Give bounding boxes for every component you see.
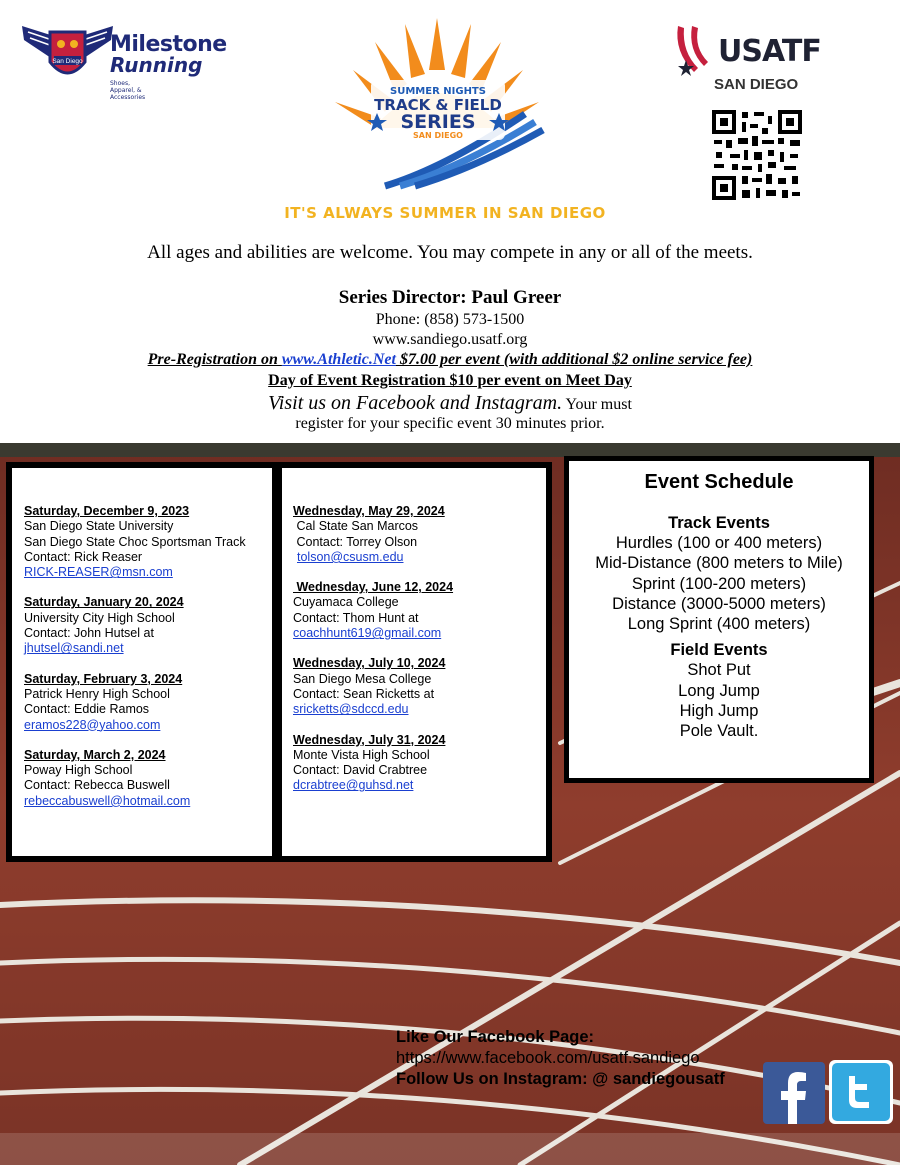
milestone-title: Milestone	[110, 32, 227, 57]
list-item	[24, 595, 246, 656]
list-item	[24, 504, 246, 580]
usatf-wing-icon	[672, 22, 722, 82]
tagline: IT'S ALWAYS SUMMER IN SAN DIEGO	[284, 204, 606, 222]
meet-date: Saturday, March 2, 2024	[24, 747, 166, 762]
schedule-title: Event Schedule	[644, 471, 794, 493]
meets-box-middle	[276, 462, 552, 862]
meet-venue-detail: San Diego State Choc Sportsman Track	[24, 534, 246, 549]
meet-contact: Contact: Thom Hunt at	[293, 610, 419, 625]
meet-contact: Contact: Torrey Olson	[293, 534, 418, 549]
contact-email-link[interactable]: coachhunt619@gmail.com	[293, 626, 442, 641]
series-director: Series Director: Paul Greer	[338, 287, 562, 308]
contact-email-link[interactable]: dcrabtree@guhsd.net	[293, 778, 414, 793]
contact-email-link[interactable]: jhutsel@sandi.net	[24, 641, 124, 656]
meet-date: Wednesday, July 10, 2024	[293, 656, 446, 671]
usatf-san-diego-logo	[672, 18, 844, 98]
qr-code-icon	[712, 110, 802, 200]
contact-email-link[interactable]: rebeccabuswell@hotmail.com	[24, 793, 191, 808]
list-item: Long Jump	[678, 681, 760, 700]
meet-contact: Contact: Eddie Ramos	[24, 702, 150, 717]
list-item: Distance (3000-5000 meters)	[612, 594, 826, 613]
meet-contact: Contact: Rebecca Buswell	[24, 778, 170, 793]
facebook-url[interactable]: https://www.facebook.com/usatf.sandiego	[396, 1049, 700, 1067]
meet-venue: Patrick Henry High School	[24, 686, 170, 701]
svg-text:SERIES: SERIES	[400, 111, 476, 133]
website-text: www.sandiego.usatf.org	[372, 331, 528, 348]
milestone-running-logo	[20, 18, 235, 101]
meet-venue: University City High School	[24, 610, 175, 625]
twitter-icon[interactable]	[829, 1060, 893, 1124]
svg-text:TRACK & FIELD: TRACK & FIELD	[374, 96, 502, 114]
meets-list-middle	[293, 504, 453, 809]
meet-contact: Contact: John Hutsel at	[24, 626, 154, 641]
list-item: Long Sprint (400 meters)	[627, 615, 811, 634]
meet-date: Wednesday, May 29, 2024	[293, 504, 445, 518]
list-item	[24, 672, 246, 733]
director-phone: Phone: (858) 573-1500	[375, 311, 525, 328]
list-item: Pole Vault.	[679, 722, 759, 741]
visit-social-text: Visit us on Facebook and Instagram. Your must	[268, 392, 632, 414]
summer-nights-series-logo	[325, 18, 550, 193]
svg-text:SAN DIEGO: SAN DIEGO	[413, 131, 463, 140]
list-item: Mid-Distance (800 meters to Mile)	[595, 554, 843, 573]
list-item	[293, 656, 453, 717]
event-schedule-box	[564, 456, 874, 783]
list-item	[293, 580, 453, 641]
meet-contact: Contact: Sean Ricketts at	[293, 686, 435, 701]
welcome-text: All ages and abilities are welcome. You may compete in any or all of the meets.	[147, 242, 753, 263]
meet-venue: Cal State San Marcos	[293, 519, 419, 534]
facebook-icon[interactable]	[763, 1062, 825, 1124]
list-item	[293, 504, 453, 565]
day-of-registration-text: Day of Event Registration $10 per event on Meet Day	[268, 372, 632, 389]
instagram-follow-text: Follow Us on Instagram: @ sandiegousatf	[396, 1070, 725, 1088]
meet-date: Saturday, February 3, 2024	[24, 671, 183, 686]
register-note: register for your specific event 30 minutes prior.	[295, 415, 605, 432]
meet-venue: Cuyamaca College	[293, 595, 399, 610]
list-item: Shot Put	[687, 661, 751, 680]
meets-list-left	[24, 504, 246, 824]
usatf-subtitle: SAN DIEGO	[714, 76, 799, 93]
contact-email-link[interactable]: tolson@csusm.edu	[297, 549, 404, 564]
winged-shield-icon	[20, 18, 115, 86]
athletic-net-link[interactable]: www.Athletic.Net	[281, 351, 396, 368]
svg-text:SUMMER NIGHTS: SUMMER NIGHTS	[390, 86, 486, 97]
usatf-wordmark: USATF	[718, 34, 821, 69]
milestone-subtitle: Running Shoes, Apparel, & Accessories	[110, 53, 203, 101]
meet-contact: Contact: David Crabtree	[293, 763, 428, 778]
contact-email-link[interactable]: eramos228@yahoo.com	[24, 717, 161, 732]
meet-contact: Contact: Rick Reaser	[24, 549, 143, 564]
track-events-heading: Track Events	[668, 514, 770, 532]
list-item	[24, 748, 246, 809]
list-item: Sprint (100-200 meters)	[631, 574, 807, 593]
svg-text:San Diego: San Diego	[52, 58, 83, 65]
list-item: Hurdles (100 or 400 meters)	[615, 534, 823, 552]
meet-date: Saturday, December 9, 2023	[24, 504, 190, 518]
social-footer	[396, 1027, 725, 1090]
list-item	[293, 733, 453, 794]
meet-venue: Poway High School	[24, 763, 133, 778]
contact-email-link[interactable]: sricketts@sdccd.edu	[293, 702, 409, 717]
contact-email-link[interactable]: RICK-REASER@msn.com	[24, 565, 173, 580]
meet-venue: San Diego State University	[24, 519, 174, 534]
meet-date: Saturday, January 20, 2024	[24, 595, 184, 610]
meet-venue: Monte Vista High School	[293, 747, 430, 762]
meet-date: Wednesday, July 31, 2024	[293, 732, 446, 747]
field-events-heading: Field Events	[670, 641, 768, 660]
meets-box-left	[6, 462, 278, 862]
pre-registration-text: Pre-Registration on www.Athletic.Net $7.00 per event (with additional $2 online service fee)	[147, 351, 753, 368]
list-item: High Jump	[679, 702, 759, 721]
meet-date: Wednesday, June 12, 2024	[293, 580, 454, 595]
facebook-like-text: Like Our Facebook Page:	[396, 1028, 595, 1046]
meet-venue: San Diego Mesa College	[293, 671, 432, 686]
